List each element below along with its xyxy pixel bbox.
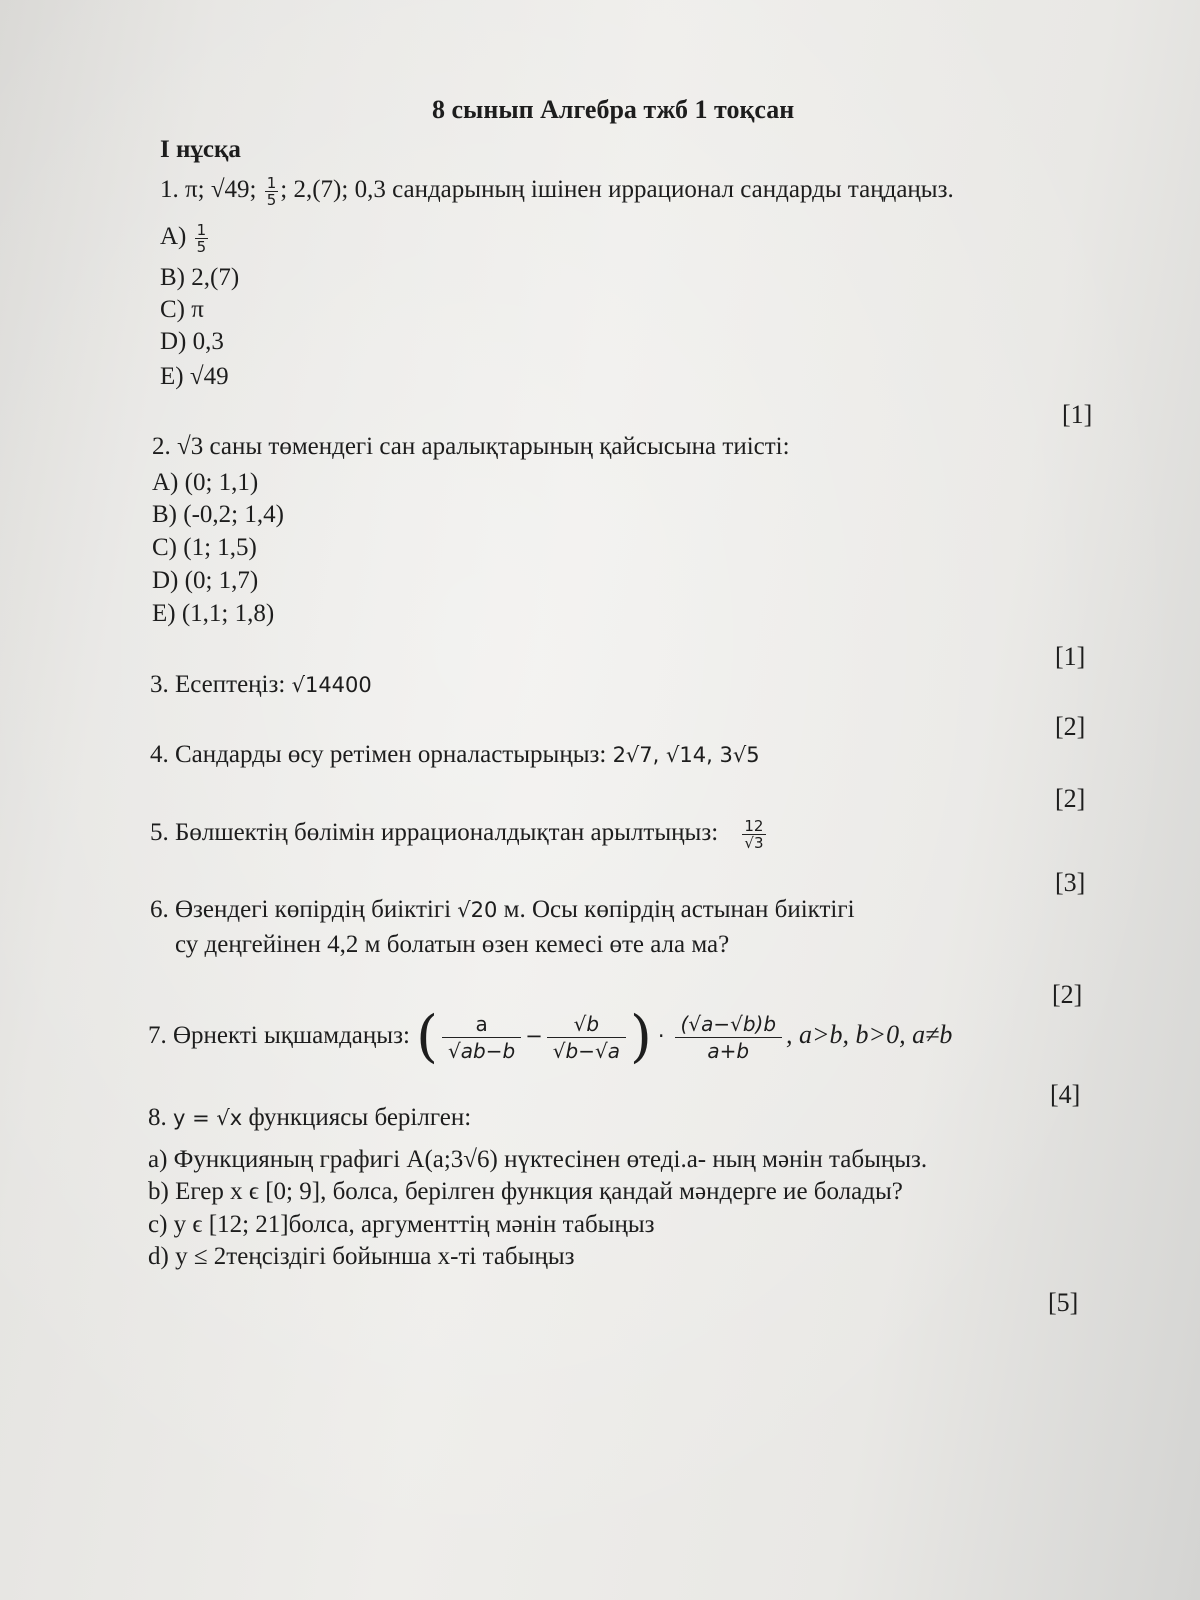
variant-label: I нұсқа (160, 136, 241, 163)
fraction-2 (547, 1011, 626, 1064)
question-8-number: 8. (148, 1104, 173, 1131)
open-paren: ( (416, 1004, 438, 1070)
question-8-part-d: d) y ≤ 2теңсіздігі бойынша x-ті табыңыз (148, 1243, 575, 1270)
question-5 (150, 818, 768, 851)
q1-option-a (160, 222, 210, 255)
fraction-3 (675, 1011, 783, 1064)
question-6-line-2: су деңгейінен 4,2 м болатын өзен кемесі өте ала ма? (175, 931, 730, 958)
fraction-numerator: a (442, 1011, 521, 1038)
q6-score: [2] (1052, 980, 1083, 1009)
fraction-1 (442, 1011, 521, 1064)
question-2: 2. √3 саны төмендегі сан аралықтарының қайсысына тиісті: (152, 433, 790, 460)
dot-sign: · (657, 1024, 665, 1048)
question-1-prefix: 1. π; √49; (160, 176, 257, 204)
minus-sign: − (525, 1024, 543, 1048)
fraction (265, 175, 279, 208)
fraction (742, 818, 765, 851)
q7-score: [4] (1050, 1080, 1081, 1109)
fraction (195, 222, 209, 255)
question-8-part-a: a) Функцияның графигі A(a;3√6) нүктесінен өтеді.а- ның мәнін табыңыз. (148, 1146, 928, 1173)
q2-score: [1] (1055, 642, 1086, 671)
fraction-numerator: 1 (266, 174, 277, 192)
page-title: 8 сынып Алгебра тжб 1 тоқсан (432, 95, 795, 124)
fraction-numerator: (√a−√b)b (675, 1011, 783, 1038)
question-3-label: 3. Есептеңіз: (150, 671, 292, 698)
question-7 (148, 1000, 952, 1072)
question-5-label: 5. Бөлшектің бөлімін иррационалдықтан арылтыңыз: (150, 819, 719, 847)
option-label: A) (160, 223, 187, 251)
question-6-line-1 (150, 895, 855, 925)
question-7-condition: , a>b, b>0, a≠b (786, 1020, 953, 1049)
fraction-numerator: 12 (742, 818, 765, 835)
q2-option-b: B) (-0,2; 1,4) (152, 501, 284, 528)
question-4-label: 4. Сандарды өсу ретімен орналастырыңыз: (150, 741, 613, 768)
q1-option-d: D) 0,3 (160, 328, 224, 355)
q2-option-a: A) (0; 1,1) (152, 469, 259, 496)
question-3 (150, 670, 372, 700)
q2-option-d: D) (0; 1,7) (152, 567, 259, 594)
fraction-denominator: √3 (744, 834, 764, 852)
q1-option-e: E) √49 (160, 363, 229, 390)
q3-score: [2] (1055, 712, 1086, 741)
question-1 (160, 175, 954, 208)
q2-option-e: E) (1,1; 1,8) (152, 600, 275, 627)
fraction-denominator: √b−√a (552, 1038, 620, 1063)
question-8-function: y = √x (173, 1106, 243, 1130)
question-8-part-b: b) Егер x ϵ [0; 9], болса, берілген функция қандай мәндерге ие болады? (148, 1178, 903, 1205)
question-7-label: 7. Өрнекті ықшамдаңыз: (148, 1022, 417, 1049)
q8-score: [5] (1048, 1288, 1079, 1317)
q1-option-b: B) 2,(7) (160, 264, 240, 291)
question-6-text-b: м. Осы көпірдің астынан биіктігі (497, 896, 855, 923)
q5-score: [3] (1055, 868, 1086, 897)
fraction-denominator: a+b (707, 1038, 750, 1063)
question-1-suffix: ; 2,(7); 0,3 сандарының ішінен иррационал сандарды таңдаңыз. (280, 176, 954, 204)
fraction-numerator: √b (547, 1011, 626, 1038)
q1-option-c: C) π (160, 296, 204, 323)
q4-score: [2] (1055, 784, 1086, 813)
question-4 (150, 740, 760, 770)
fraction-numerator: 1 (196, 221, 207, 239)
q2-option-c: C) (1; 1,5) (152, 534, 257, 561)
close-paren: ) (629, 1004, 652, 1070)
q1-score: [1] (1062, 400, 1093, 429)
question-8-part-c: c) y ϵ [12; 21]болса, аргументтің мәнін табыңыз (148, 1211, 655, 1238)
question-6-expression: √20 (457, 898, 498, 922)
question-4-expression: 2√7, √14, 3√5 (612, 743, 760, 767)
question-3-expression: √14400 (291, 673, 372, 697)
question-8-intro-text: функциясы берілген: (242, 1104, 472, 1131)
fraction-denominator: 5 (196, 238, 207, 256)
question-8-intro (148, 1103, 471, 1133)
question-6-text-a: 6. Өзендегі көпірдің биіктігі (150, 896, 458, 923)
fraction-denominator: 5 (266, 191, 277, 209)
fraction-denominator: √ab−b (448, 1038, 516, 1063)
